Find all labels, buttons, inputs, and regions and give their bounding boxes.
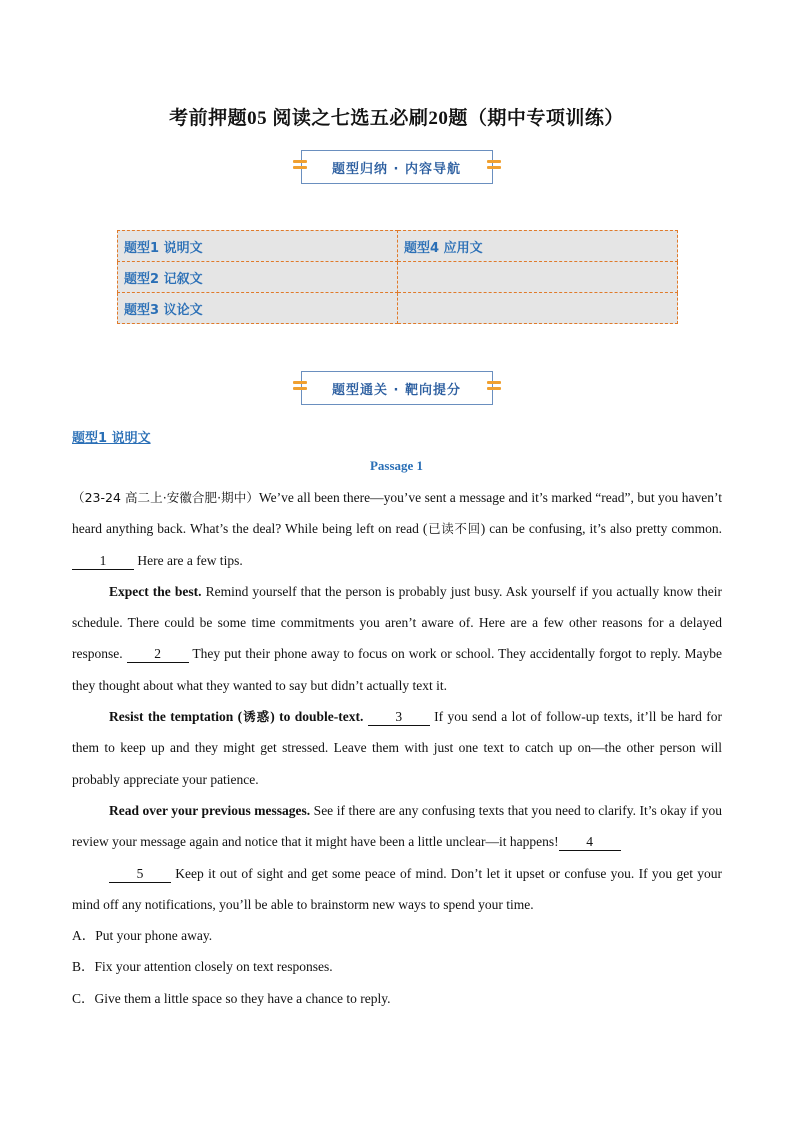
blank-3: 3 <box>368 709 430 726</box>
nav-cell <box>398 293 678 324</box>
paragraph-5 <box>72 858 722 921</box>
passage-title: Passage 1 <box>369 458 424 473</box>
section-heading[interactable]: 题型1 说明文 <box>72 431 151 446</box>
paragraph-4 <box>72 795 722 858</box>
blank-4: 4 <box>559 834 621 851</box>
nav-banner <box>301 150 493 184</box>
table-row <box>118 293 678 324</box>
paragraph-text: Remind yourself that the person is probably just busy. Ask yourself if you actually know their schedule. There could be some time commitments you aren’t aware of. Here are a few other reasons for a delayed response. <box>72 583 722 662</box>
paragraph-text: Here are a few tips. <box>134 552 243 568</box>
option-b: B．Fix your attention closely on text responses. <box>72 959 333 975</box>
topic-sentence: Read over your previous messages. <box>109 802 311 818</box>
practice-banner-label: 题型通关 · 靶向提分 <box>332 382 461 398</box>
decorative-bars-icon <box>487 381 501 395</box>
paragraph-text: Keep it out of sight and get some peace of mind. Don’t let it upset or confuse you. If you get your mind off any notifications, you’ll be able to brainstorm new ways to spend your time. <box>72 865 722 912</box>
decorative-bars-icon <box>293 381 307 395</box>
nav-cell[interactable]: 题型1 说明文 <box>118 231 398 262</box>
paragraph-text: ) can be confusing, it’s also pretty common. <box>480 521 722 537</box>
nav-cell[interactable]: 题型4 应用文 <box>398 231 678 262</box>
practice-banner <box>301 371 493 405</box>
paragraph-1 <box>72 482 722 576</box>
table-row <box>118 231 678 262</box>
paragraph-3 <box>72 701 722 795</box>
nav-banner-label: 题型归纳 · 内容导航 <box>332 161 461 177</box>
paragraph-text: They put their phone away to focus on work or school. They accidentally forgot to reply. Maybe they thought about what they wanted to say but didn’t actually text it. <box>72 646 722 693</box>
topic-sentence: Expect the best. <box>109 583 202 599</box>
blank-2: 2 <box>127 646 189 663</box>
blank-5: 5 <box>109 866 171 883</box>
chinese-gloss: 已读不回 <box>427 521 481 537</box>
source-note: （23-24 高二上·安徽合肥·期中） <box>72 490 259 505</box>
decorative-bars-icon <box>293 160 307 174</box>
blank-1: 1 <box>72 553 134 570</box>
paragraph-text: We’ve all been there—you’ve sent a message and it’s marked “read”, but you haven’t heard anything back. What’s the deal? While being left on read ( <box>72 490 722 537</box>
nav-cell[interactable]: 题型2 记叙文 <box>118 262 398 293</box>
paragraph-text: If you send a lot of follow-up texts, it’ll be hard for them to keep up and they might get stressed. Leave them with just one text to catch up on—the other person will probably appreciate your patience. <box>72 709 722 787</box>
page-title: 考前押题05 阅读之七选五必刷20题（期中专项训练） <box>169 108 624 129</box>
passage-body <box>72 482 722 1014</box>
paragraph-text: See if there are any confusing texts that you need to clarify. It’s okay if you review your message again and notice that it might have been a little unclear—it happens! <box>72 802 722 850</box>
option-c: C．Give them a little space so they have a chance to reply. <box>72 990 391 1006</box>
table-row <box>118 262 678 293</box>
content-nav-table <box>117 230 678 324</box>
paragraph-2 <box>72 576 722 701</box>
decorative-bars-icon <box>487 160 501 174</box>
topic-sentence: Resist the temptation (诱惑) to double-text. <box>109 709 364 725</box>
option-a: A．Put your phone away. <box>72 928 213 944</box>
nav-cell[interactable]: 题型3 议论文 <box>118 293 398 324</box>
nav-cell <box>398 262 678 293</box>
